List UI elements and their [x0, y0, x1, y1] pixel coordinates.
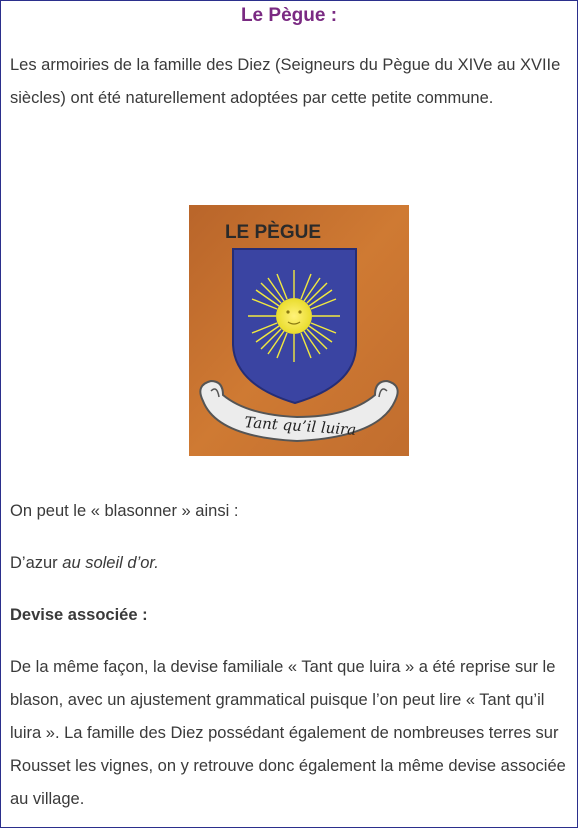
page-title: Le Pègue :: [240, 5, 338, 26]
coat-of-arms-image: [189, 205, 409, 456]
blason-italic: au soleil d’or.: [62, 554, 159, 572]
blason-intro: On peut le « blasonner » ainsi :: [10, 502, 239, 520]
devise-heading: Devise associée :: [10, 606, 148, 624]
motto-text: Tant qu’il luira: [243, 413, 357, 439]
devise-paragraph: De la même façon, la devise familiale « Tant que luira » a été reprise sur le blason, avec un ajustement grammatical puisque l’on peut lire « Tant qu’il luira ». La famille des Diez possédant également de nombreuses terres sur Rousset les vignes, on y retrouve donc également la même devise associée au village.: [10, 658, 566, 808]
intro-paragraph: Les armoiries de la famille des Diez (Seigneurs du Pègue du XIVe au XVIIe siècles) ont été naturellement adoptées par cette petite commune.: [10, 56, 561, 107]
sun-icon: [248, 270, 340, 362]
blason-description: [10, 547, 570, 580]
blason-prefix: D’azur: [10, 554, 63, 572]
emblem-label: LE PÈGUE: [224, 222, 322, 243]
